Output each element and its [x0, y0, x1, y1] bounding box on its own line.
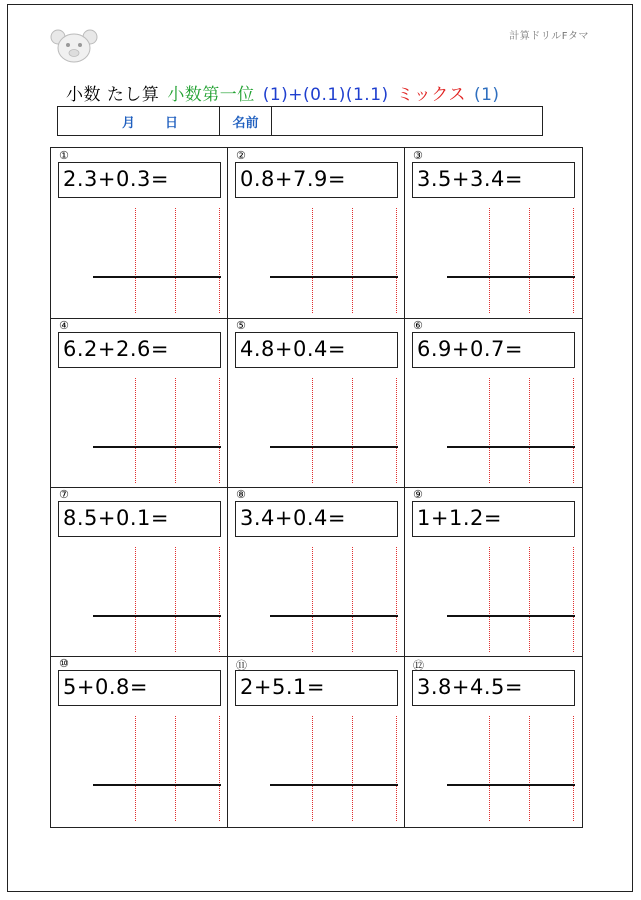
- problem-cell: [405, 656, 582, 826]
- column-guide-line: [352, 716, 353, 821]
- problem-number: ⑦: [59, 488, 69, 501]
- column-guide-line: [219, 208, 220, 313]
- column-guide-line: [175, 547, 176, 652]
- problem-cell: [228, 318, 405, 488]
- problem-cell: [405, 487, 582, 657]
- problem-number: ③: [413, 149, 423, 162]
- problem-number: ⑧: [236, 488, 246, 501]
- answer-line: [447, 784, 575, 786]
- column-guide-line: [489, 378, 490, 483]
- answer-line: [270, 446, 398, 448]
- problem-number: ①: [59, 149, 69, 162]
- problem-number: ②: [236, 149, 246, 162]
- column-guide-line: [573, 547, 574, 652]
- problem-cell: [51, 656, 228, 826]
- column-guide-line: [175, 716, 176, 821]
- problem-expression: 1+1.2=: [412, 501, 575, 537]
- column-guide-line: [573, 208, 574, 313]
- page-title: [66, 80, 502, 105]
- answer-line: [447, 276, 575, 278]
- problem-cell: [228, 656, 405, 826]
- column-guide-line: [312, 716, 313, 821]
- column-guide-line: [573, 378, 574, 483]
- column-guide-line: [352, 547, 353, 652]
- problem-cell: [51, 148, 228, 318]
- problem-number: ⑪: [236, 659, 247, 672]
- title-level: 小数第一位: [167, 85, 255, 105]
- answer-line: [447, 615, 575, 617]
- problem-number: ⑨: [413, 488, 423, 501]
- answer-line: [270, 276, 398, 278]
- column-guide-line: [135, 716, 136, 821]
- column-guide-line: [489, 716, 490, 821]
- answer-line: [270, 615, 398, 617]
- problem-cell: [51, 318, 228, 488]
- title-topic: 小数 たし算: [66, 85, 160, 105]
- problem-cell: [228, 148, 405, 318]
- column-guide-line: [529, 547, 530, 652]
- column-guide-line: [396, 716, 397, 821]
- column-guide-line: [312, 208, 313, 313]
- problem-number: ⑫: [413, 659, 424, 672]
- problem-expression: 0.8+7.9=: [235, 162, 398, 198]
- problem-grid: [50, 147, 583, 828]
- problem-cell: [405, 148, 582, 318]
- column-guide-line: [135, 208, 136, 313]
- answer-line: [93, 276, 221, 278]
- problem-expression: 8.5+0.1=: [58, 501, 221, 537]
- answer-line: [93, 446, 221, 448]
- problem-cell: [405, 318, 582, 488]
- brand-label: 計算ドリルFタマ: [509, 31, 589, 42]
- problem-expression: 5+0.8=: [58, 670, 221, 706]
- answer-line: [270, 784, 398, 786]
- column-guide-line: [396, 378, 397, 483]
- problem-number: ④: [59, 319, 69, 332]
- month-label: 月: [122, 115, 136, 131]
- problem-number: ⑩: [59, 657, 69, 670]
- problem-expression: 3.8+4.5=: [412, 670, 575, 706]
- column-guide-line: [396, 547, 397, 652]
- column-guide-line: [135, 378, 136, 483]
- date-field[interactable]: [58, 107, 220, 135]
- column-guide-line: [352, 378, 353, 483]
- problem-expression: 6.9+0.7=: [412, 332, 575, 368]
- name-field[interactable]: [272, 107, 542, 135]
- problem-expression: 2+5.1=: [235, 670, 398, 706]
- column-guide-line: [573, 716, 574, 821]
- column-guide-line: [529, 716, 530, 821]
- column-guide-line: [489, 208, 490, 313]
- problem-number: ⑥: [413, 319, 423, 332]
- name-label: 名前: [220, 107, 272, 135]
- problem-cell: [228, 487, 405, 657]
- problem-expression: 3.5+3.4=: [412, 162, 575, 198]
- problem-expression: 4.8+0.4=: [235, 332, 398, 368]
- column-guide-line: [489, 547, 490, 652]
- title-mix: ミックス: [396, 85, 467, 105]
- day-label: 日: [165, 115, 179, 131]
- answer-line: [447, 446, 575, 448]
- column-guide-line: [175, 378, 176, 483]
- column-guide-line: [135, 547, 136, 652]
- problem-expression: 2.3+0.3=: [58, 162, 221, 198]
- problem-number: ⑤: [236, 319, 246, 332]
- column-guide-line: [529, 378, 530, 483]
- column-guide-line: [219, 378, 220, 483]
- column-guide-line: [352, 208, 353, 313]
- bear-logo-icon: [48, 28, 100, 64]
- column-guide-line: [396, 208, 397, 313]
- title-sheet-number: (1): [473, 85, 500, 105]
- column-guide-line: [312, 378, 313, 483]
- title-pattern: (1)+(0.1)(1.1): [262, 85, 389, 105]
- answer-line: [93, 615, 221, 617]
- answer-line: [93, 784, 221, 786]
- problem-expression: 3.4+0.4=: [235, 501, 398, 537]
- column-guide-line: [312, 547, 313, 652]
- problem-expression: 6.2+2.6=: [58, 332, 221, 368]
- column-guide-line: [175, 208, 176, 313]
- column-guide-line: [219, 547, 220, 652]
- column-guide-line: [529, 208, 530, 313]
- name-date-box: [57, 106, 543, 136]
- problem-cell: [51, 487, 228, 657]
- column-guide-line: [219, 716, 220, 821]
